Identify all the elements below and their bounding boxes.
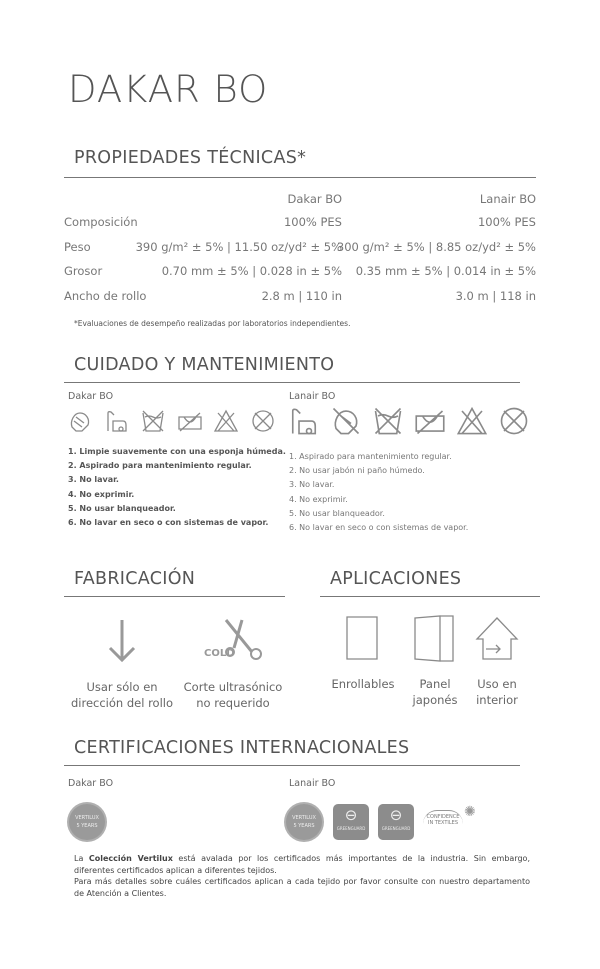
property-value-dakar: 0.70 mm ± 5% | 0.028 in ± 5% — [161, 264, 342, 278]
property-value-lanair: 3.0 m | 118 in — [455, 288, 536, 303]
property-label: Ancho de rollo — [64, 288, 147, 303]
app-caption-panel: Panel japonés — [412, 677, 458, 707]
no-bleach-icon — [457, 406, 487, 436]
divider — [64, 177, 536, 178]
fab-caption-roll-direction: Usar sólo en dirección del rollo — [70, 680, 174, 710]
care-dakar-list — [68, 445, 286, 530]
no-wring-icon — [178, 409, 202, 433]
property-value-dakar: 390 g/m² ± 5% | 11.50 oz/yd² ± 5% — [135, 239, 342, 254]
care-lanair-list — [289, 450, 468, 535]
care-instruction: 1. Limpie suavemente con una esponja húmeda. — [68, 447, 286, 456]
care-lanair-label: Lanair BO — [289, 391, 336, 402]
divider — [64, 765, 520, 766]
care-instruction: 4. No exprimir. — [68, 489, 135, 499]
no-sponge-icon — [331, 406, 361, 436]
vertilux-5-year-seal: VERTILUX 5 YEARS — [69, 804, 105, 840]
no-dry-clean-icon — [499, 406, 529, 436]
no-bleach-icon — [214, 409, 238, 433]
property-label: Peso — [64, 239, 91, 254]
care-instruction: 5. No usar blanqueador. — [289, 508, 385, 518]
property-value-dakar: 100% PES — [283, 215, 342, 229]
indoor-use-icon — [474, 615, 520, 661]
no-wash-icon — [141, 409, 165, 433]
care-instruction: 2. Aspirado para mantenimiento regular. — [68, 461, 252, 471]
property-value-lanair: 300 g/m² ± 5% | 8.85 oz/yd² ± 5% — [336, 239, 536, 254]
app-caption-indoor: Uso en interior — [476, 677, 518, 707]
vacuum-icon — [105, 409, 129, 433]
care-instruction: 2. No usar jabón ni paño húmedo. — [289, 466, 425, 476]
section-heading-properties: PROPIEDADES TÉCNICAS* — [74, 148, 307, 168]
property-value-lanair: 0.35 mm ± 5% | 0.014 in ± 5% — [355, 264, 536, 278]
no-dry-clean-icon — [251, 409, 275, 433]
care-instruction: 4. No exprimir. — [289, 494, 348, 504]
column-header-dakar: Dakar BO — [287, 192, 342, 206]
vertilux-5-year-seal: VERTILUX 5 YEARS — [286, 804, 322, 840]
greenguard-badge: ⊖ GREENGUARD — [333, 804, 369, 840]
oeko-tex-badge: CONFIDENCE IN TEXTILES — [423, 810, 463, 826]
panel-track-icon — [413, 615, 457, 663]
care-instruction: 3. No lavar. — [68, 475, 119, 485]
divider — [320, 596, 540, 597]
vacuum-icon — [289, 406, 319, 436]
oeko-flower-icon: ✺ — [464, 804, 476, 820]
cert-lanair-label: Lanair BO — [289, 778, 336, 789]
no-wash-icon — [373, 406, 403, 436]
fab-caption-ultrasonic: Corte ultrasónico no requerido — [183, 680, 283, 710]
care-instruction: 6. No lavar en seco o con sistemas de vapor. — [68, 518, 269, 528]
property-value-dakar: 2.8 m | 110 in — [261, 288, 342, 303]
cert-dakar-label: Dakar BO — [68, 778, 114, 789]
section-heading-applications: APLICACIONES — [330, 569, 462, 589]
care-instruction: 1. Aspirado para mantenimiento regular. — [289, 452, 452, 461]
cold-label: COLD — [204, 648, 235, 659]
roller-blind-icon — [345, 615, 381, 661]
divider — [64, 382, 520, 383]
property-label: Composición — [64, 215, 138, 229]
arrow-down-icon — [107, 618, 137, 664]
column-header-lanair: Lanair BO — [479, 192, 536, 206]
app-caption-roller: Enrollables — [331, 677, 395, 691]
sponge-icon — [68, 409, 92, 433]
section-heading-fabrication: FABRICACIÓN — [74, 569, 196, 589]
divider — [64, 596, 285, 597]
page-title: DAKAR BO — [68, 68, 269, 111]
section-heading-care: CUIDADO Y MANTENIMIENTO — [74, 355, 335, 375]
section-heading-certifications: CERTIFICACIONES INTERNACIONALES — [74, 738, 410, 758]
no-wring-icon — [415, 406, 445, 436]
greenguard-gold-badge: ⊖ GREENGUARD — [378, 804, 414, 840]
certifications-note: La Colección Vertilux está avalada por los certificados más importantes de la industria. Sin embargo, diferentes certificados aplican a diferentes tejidos. Para más detalles sobre cuáles certificados aplican a cada tejido por favor consulte con nuestro departamento de Atención a Clientes. — [74, 854, 530, 898]
property-value-lanair: 100% PES — [477, 215, 536, 229]
care-instruction: 3. No lavar. — [289, 480, 335, 490]
care-instruction: 5. No usar blanqueador. — [68, 503, 176, 513]
care-instruction: 6. No lavar en seco o con sistemas de vapor. — [289, 523, 469, 533]
footnote: *Evaluaciones de desempeño realizadas por laboratorios independientes. — [74, 319, 351, 328]
property-label: Grosor — [64, 264, 103, 278]
care-dakar-label: Dakar BO — [68, 391, 114, 402]
